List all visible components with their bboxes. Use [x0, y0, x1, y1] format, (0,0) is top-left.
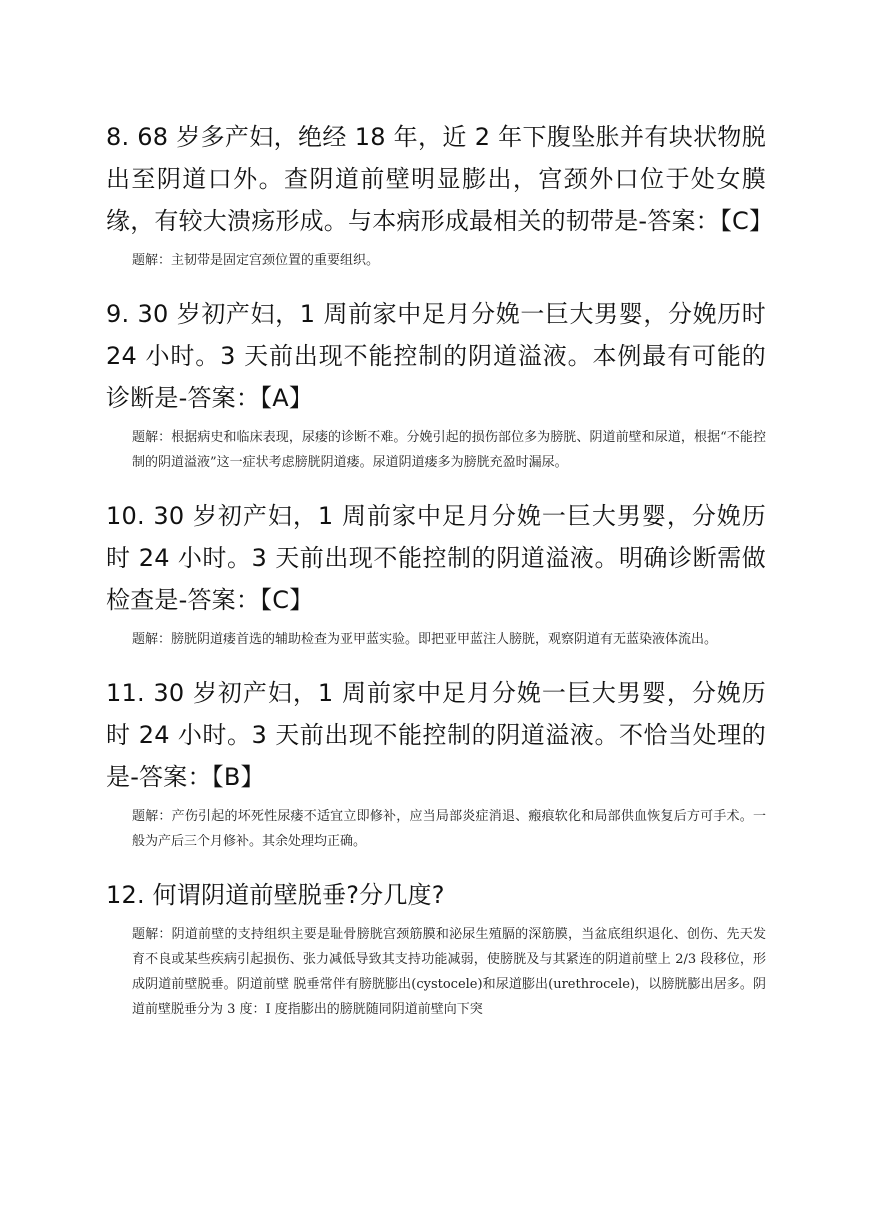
- question-block-10: [106, 495, 766, 652]
- question-text: 8. 68 岁多产妇，绝经 18 年，近 2 年下腹坠胀并有块状物脱出至阴道口外。查阴道前壁明显膨出，宫颈外口位于处女膜缘，有较大溃疡形成。与本病形成最相关的韧带是-答案：【C】: [106, 123, 774, 235]
- explanation-text: 题解：根据病史和临床表现，尿瘘的诊断不难。分娩引起的损伤部位多为膀胱、阴道前壁和尿道，根据“不能控制的阴道溢液”这一症状考虑膀胱阴道瘘。尿道阴道瘘多为膀胱充盈时漏尿。: [132, 430, 766, 470]
- question-text: 10. 30 岁初产妇，1 周前家中足月分娩一巨大男婴，分娩历时 24 小时。3 天前出现不能控制的阴道溢液。明确诊断需做检查是-答案：【C】: [106, 502, 766, 614]
- question-block-9: [106, 293, 766, 475]
- explanation-text: 题解：产伤引起的坏死性尿瘘不适宜立即修补，应当局部炎症消退、瘢痕软化和局部供血恢复后方可手术。一般为产后三个月修补。其余处理均正确。: [132, 809, 766, 849]
- question-block-11: [106, 672, 766, 854]
- question-block-12: [106, 874, 766, 1022]
- explanation-text: 题解：阴道前壁的支持组织主要是耻骨膀胱宫颈筋膜和泌尿生殖膈的深筋膜，当盆底组织退化、创伤、先天发育不良或某些疾病引起损伤、张力减低导致其支持功能减弱，使膀胱及与其紧连的阴道前壁上 2/3 段移位，形成阴道前壁脱垂。阴道前壁 脱垂常伴有膀胱膨出(cystocele)和尿道膨出(urethrocele)，以膀胱膨出居多。阴道前壁脱垂分为 3 度：I 度指膨出的膀胱随同阴道前壁向下突: [132, 927, 766, 1017]
- document-page: [106, 116, 774, 1042]
- question-text: 12. 何谓阴道前壁脱垂?分几度?: [106, 881, 445, 909]
- explanation-text: 题解：主韧带是固定宫颈位置的重要组织。: [132, 253, 380, 268]
- question-text: 11. 30 岁初产妇，1 周前家中足月分娩一巨大男婴，分娩历时 24 小时。3 天前出现不能控制的阴道溢液。不恰当处理的是-答案：【B】: [106, 679, 766, 791]
- question-text: 9. 30 岁初产妇，1 周前家中足月分娩一巨大男婴，分娩历时 24 小时。3 天前出现不能控制的阴道溢液。本例最有可能的诊断是-答案：【A】: [106, 300, 766, 412]
- question-block-8: [106, 116, 774, 273]
- explanation-text: 题解：膀胱阴道瘘首选的辅助检查为亚甲蓝实验。即把亚甲蓝注人膀胱，观察阴道有无蓝染液体流出。: [132, 632, 718, 647]
